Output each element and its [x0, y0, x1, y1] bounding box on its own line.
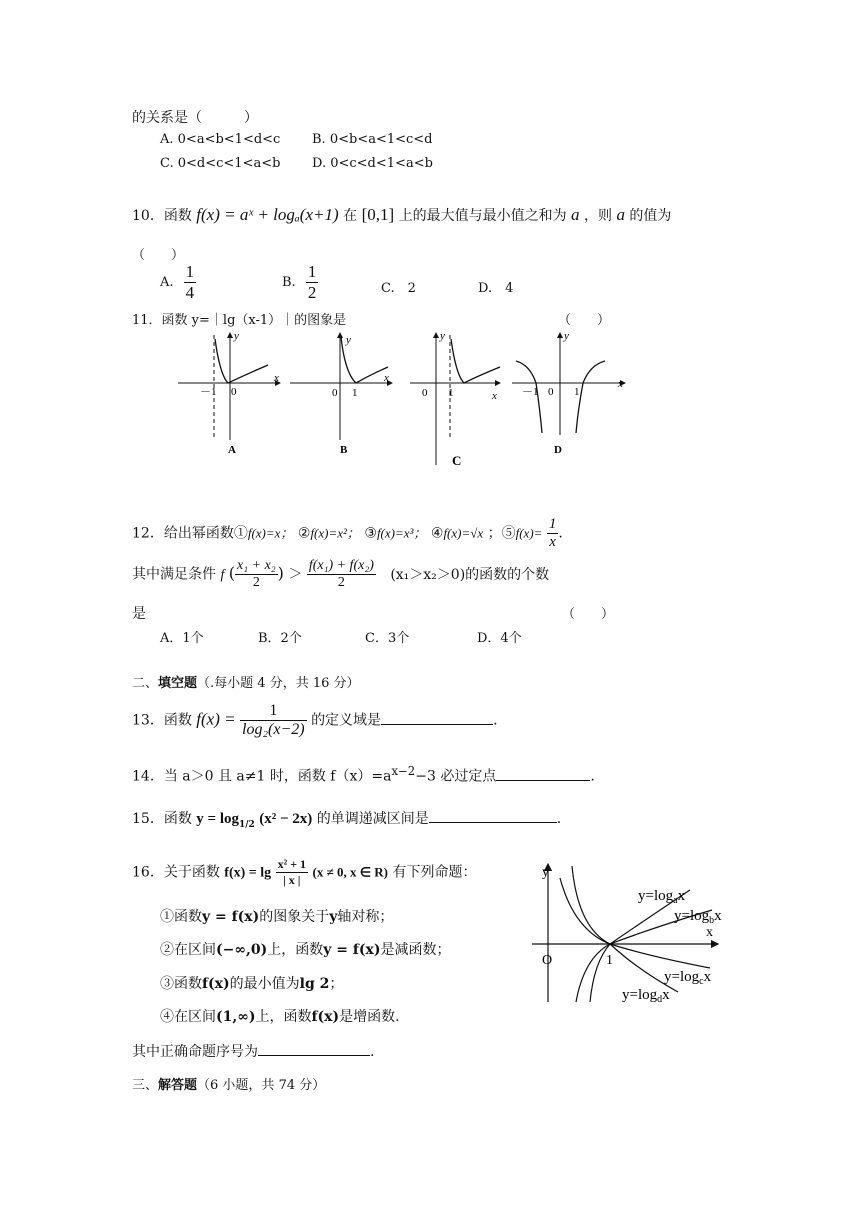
item-text: 的最小值为 [229, 976, 300, 992]
graph-c-label: C [452, 453, 462, 468]
graph-d-y-label: y [564, 330, 569, 342]
q10-option-b [282, 262, 318, 303]
curve-var: x [714, 908, 722, 924]
curve-label: y=log [622, 987, 658, 1003]
q13-fx: f(x) = [196, 709, 236, 729]
q15-function: y = log [196, 811, 239, 827]
graph-a-label: A [228, 444, 236, 456]
q10-var-a2: a [616, 205, 625, 224]
q15-argument: (x² − 2x) [259, 811, 313, 827]
section-2-title: 填空题 [158, 676, 198, 691]
graph-b-tick-1: 1 [352, 387, 358, 399]
item-math: (−∞,0) [216, 942, 268, 958]
item-text: 上，函数 [255, 1009, 312, 1025]
graph-c [410, 330, 500, 468]
q10-option-a [160, 262, 196, 303]
fraction-numerator: f(x₁) + f(x₂) [308, 558, 374, 573]
item-text: 的图象关于 [259, 909, 330, 925]
q12-lhs-fraction [235, 558, 278, 591]
q9-tail: 的关系是（ ） [132, 110, 258, 126]
q10-option-a-label: A. [160, 275, 174, 290]
curve-label: y=log [638, 888, 674, 904]
curve-var: x [677, 888, 686, 904]
curve-sub: a [673, 895, 678, 906]
item-text: ①函数 [160, 909, 202, 925]
q12-intro: 12．给出幂函数① [132, 525, 248, 542]
q10-function: f(x) = aˣ + logₐ(x+1) [196, 205, 339, 224]
q9-option-d: D. 0<c<d<1<a<b [312, 156, 433, 171]
item-text: 是减函数； [380, 942, 451, 958]
q9-option-c: C. 0<d<c<1<a<b [160, 156, 281, 171]
q14-text2: −3 必过定点 [415, 768, 497, 785]
graph-d-label: D [554, 444, 562, 456]
q16-fx: f(x) = lg [224, 865, 272, 881]
q14-exponent: x−2 [391, 764, 416, 778]
q12-line3: 是 [132, 606, 146, 622]
graph-c-x-label: x [492, 390, 497, 402]
q16-graph-curve-d [622, 987, 670, 1005]
fraction-denominator: 2 [337, 575, 345, 590]
q10-text3: ，则 [584, 208, 612, 224]
q15 [132, 808, 561, 830]
q13-period: . [493, 712, 498, 729]
item-math: y = f(x) [202, 909, 260, 925]
q16-graph-curve-a [638, 888, 686, 906]
q12-lhs-f: f [220, 567, 225, 583]
curve-sub: b [709, 915, 715, 926]
q12-f2: f(x)=x²； [310, 525, 360, 541]
fraction-numerator: x² + 1 [277, 857, 307, 871]
q10-number: 10．函数 [132, 208, 192, 224]
q16-graph-curve-b [674, 908, 722, 926]
graph-b-tick-0: 0 [332, 387, 338, 399]
q9-option-b: B. 0<b<a<1<c<d [312, 132, 433, 147]
q14-period: . [590, 768, 595, 785]
q10-stem [132, 205, 671, 225]
q15-intro: 15．函数 [132, 811, 192, 827]
q16-item-2 [160, 939, 451, 959]
q12-line2: 其中满足条件 f ( $\frac{\text{x₁ + x₂}}{2}$ ) ＞ $\frac{\text{f(x₁) + f(x₂)}}{2}$ (x₁＞x₂＞0)的函数的个数 [132, 558, 550, 590]
curve-label: y=log [664, 969, 700, 985]
q16-log-graph [528, 858, 738, 1008]
section-2-score: （.每小题 4 分，共 16 分） [197, 676, 360, 691]
q12-rhs-fraction [307, 558, 376, 591]
q16-graph-curve-c [664, 969, 712, 987]
q16-item-4 [160, 1006, 400, 1026]
graph-a-tick-neg1: －1 [200, 386, 217, 398]
section-3-title: 解答题 [158, 1078, 198, 1093]
q13 [132, 702, 498, 739]
q10-option-b-fraction [306, 262, 319, 303]
q12-option-b: B．2个 [258, 631, 302, 646]
q16-intro: 16．关于函数 [132, 864, 220, 881]
q10-option-b-label: B. [282, 275, 296, 290]
q14-text: 14．当 a＞0 且 a≠1 时，函数 f（x）=a [132, 768, 392, 785]
q12-f4: f(x)=√x [443, 525, 484, 541]
q10-var-a: a [571, 205, 580, 224]
q10-paren: （ ） [132, 248, 185, 263]
item-math: y = f(x) [323, 942, 381, 958]
q15-period: . [556, 811, 562, 827]
q13-text: 的定义域是 [311, 712, 382, 729]
q12-period: . [558, 525, 563, 542]
q12-f4-marker: ④ [430, 525, 444, 542]
q13-answer-blank[interactable] [381, 724, 493, 725]
q16-text: 有下列命题： [392, 864, 477, 881]
q10-option-d: D. 4 [478, 281, 514, 296]
q14 [132, 764, 595, 786]
item-math: f(x) [202, 976, 230, 992]
q16-graph-one: 1 [606, 953, 613, 968]
q16-period: . [370, 1044, 375, 1060]
q12-f3-marker: ③ [364, 525, 377, 542]
section-3-number: 三、 [132, 1078, 159, 1093]
graph-b-x-label: x [384, 372, 389, 384]
graph-a-y-label: y [234, 330, 239, 342]
curve-sub: d [657, 994, 663, 1005]
graph-c-tick-1: 1 [448, 387, 454, 399]
curve-label: y=log [674, 908, 710, 924]
item-text: ④在区间 [160, 1009, 216, 1025]
q12-f1: f(x)=x； [247, 525, 294, 541]
fraction-denominator: 2 [307, 283, 317, 302]
fraction-denominator: 4 [185, 283, 195, 302]
section-3-heading [132, 1074, 325, 1093]
q12-line1 [132, 516, 563, 551]
graph-d-tick-1: 1 [574, 386, 580, 398]
q12-condition-text: (x₁＞x₂＞0)的函数的个数 [390, 566, 550, 583]
q10-interval: [0,1] [361, 205, 395, 224]
section-2-number: 二、 [132, 676, 159, 691]
graph-d-tick-0: 0 [548, 386, 554, 398]
fraction-numerator: 1 [548, 516, 557, 532]
q16-graph-x-label: x [706, 925, 713, 940]
q13-intro: 13．函数 [132, 712, 192, 729]
fraction-denominator: 2 [252, 575, 260, 590]
graph-c-y-label: y [440, 330, 445, 342]
q12-option-d: D．4个 [477, 631, 522, 646]
q16-domain: (x ≠ 0, x ∈ R) [312, 864, 388, 880]
graph-a-x-label: x [274, 372, 279, 384]
q12-f5: f(x)= [515, 525, 543, 541]
q16-answer-text: 其中正确命题序号为 [132, 1044, 258, 1060]
graph-a [178, 330, 280, 456]
q9-option-a: A. 0<a<b<1<d<c [160, 132, 281, 147]
item-text: 轴对称； [337, 909, 394, 925]
fraction-denominator: x [549, 534, 556, 550]
item-text: ； [329, 976, 344, 992]
graph-b [290, 333, 392, 456]
item-text: 是增函数. [339, 1009, 400, 1025]
graph-b-y-label: y [346, 334, 351, 346]
q16-graph-y-label: y [542, 865, 549, 880]
q16-answer-line [132, 1041, 374, 1061]
fraction-numerator: x₁ + x₂ [237, 558, 276, 573]
q12-option-a: A．1个 [160, 631, 204, 646]
fraction-numerator: 1 [185, 262, 195, 281]
q12-f5-marker: ；⑤ [487, 525, 516, 542]
q15-answer-blank[interactable] [429, 822, 557, 823]
item-text: ②在区间 [160, 942, 216, 958]
curve-sub: c [699, 976, 704, 987]
q15-text: 的单调递减区间是 [316, 811, 429, 827]
q16-fraction [276, 857, 308, 888]
graph-c-tick-0: 0 [422, 387, 428, 399]
q16-item-3 [160, 973, 343, 993]
item-text: 上，函数 [267, 942, 324, 958]
fraction-numerator: 1 [307, 262, 317, 281]
q11-paren: （ ） [558, 313, 611, 328]
graph-a-tick-0: 0 [231, 386, 237, 398]
q12-f2-marker: ② [297, 525, 311, 542]
fraction-denominator: | x | [283, 873, 301, 887]
q16-answer-blank[interactable] [258, 1055, 370, 1056]
q11-graphs [170, 325, 640, 470]
q12-f5-fraction [547, 516, 559, 551]
graph-b-label: B [340, 444, 348, 456]
q10-text4: 的值为 [629, 208, 672, 224]
q10-text: 在 [343, 208, 358, 224]
q16-graph-origin: O [542, 953, 553, 968]
q14-answer-blank[interactable] [496, 780, 590, 781]
q16-stem [132, 857, 476, 888]
q12-condition-intro: 其中满足条件 [132, 566, 216, 583]
graph-d [512, 330, 625, 456]
item-math: f(x) [311, 1009, 340, 1025]
q15-log-base: 1/2 [239, 819, 255, 830]
fraction-numerator: 1 [240, 702, 307, 721]
q12-option-c: C．3个 [365, 631, 410, 646]
graph-d-x-label: x [618, 378, 623, 390]
section-2-heading [132, 672, 360, 691]
item-math: y [329, 909, 338, 925]
q10-option-c: C. 2 [381, 281, 416, 296]
q10-text2: 上的最大值与最小值之和为 [398, 208, 567, 224]
fraction-denominator: log₂(x−2) [242, 721, 305, 738]
q16-item-1 [160, 906, 393, 926]
q12-paren: （ ） [562, 607, 615, 622]
q11-stem: 11．函数 y=｜lg（x-1）｜的图象是 [132, 313, 347, 328]
item-math: (1,∞) [216, 1009, 256, 1025]
graph-d-tick-neg1: －1 [522, 386, 539, 398]
q13-fraction [240, 702, 307, 739]
curve-var: x [703, 969, 712, 985]
section-3-score: （6 小题，共 74 分） [197, 1078, 326, 1093]
item-math: lg 2 [299, 976, 330, 992]
q12-f3: f(x)=x³； [376, 525, 427, 541]
q10-option-a-fraction [184, 262, 197, 303]
item-text: ③函数 [160, 976, 202, 992]
curve-var: x [662, 987, 670, 1003]
